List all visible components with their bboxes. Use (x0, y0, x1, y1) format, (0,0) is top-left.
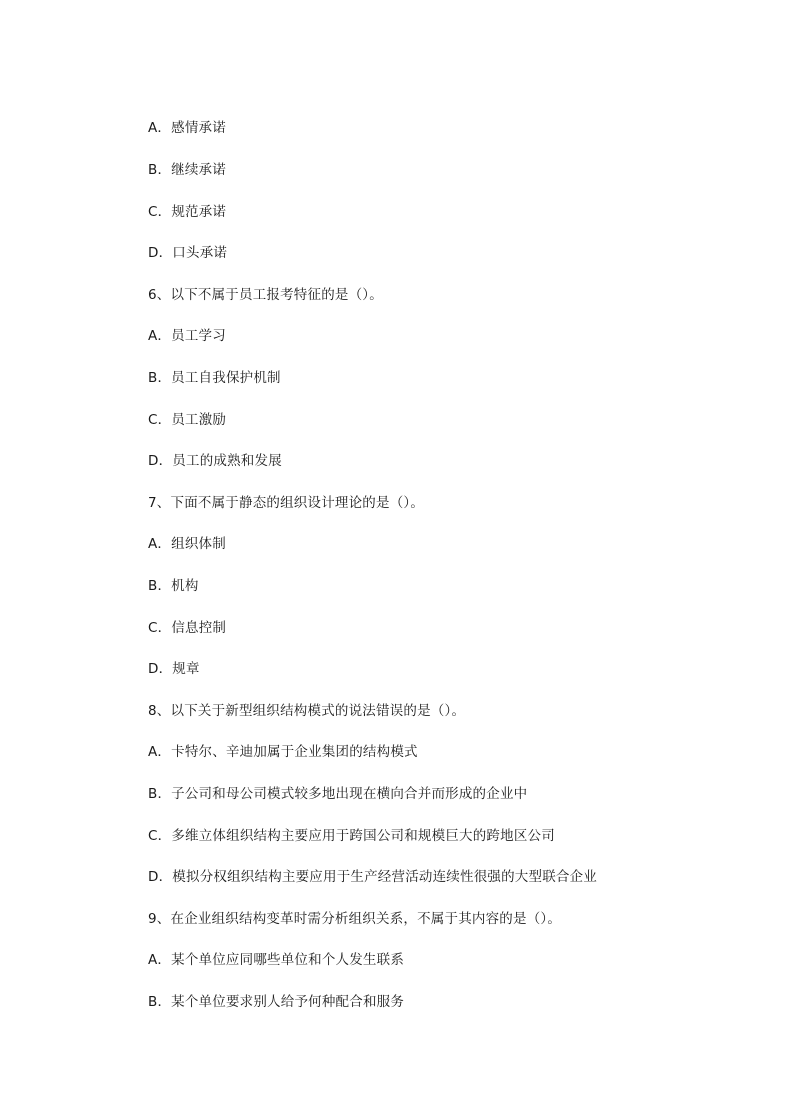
option-line: D．口头承诺 (148, 245, 228, 261)
option-line: D．员工的成熟和发展 (148, 453, 282, 469)
option-line: D．规章 (148, 661, 200, 677)
option-line: C．规范承诺 (148, 204, 227, 220)
option-line: B．子公司和母公司模式较多地出现在横向合并而形成的企业中 (148, 786, 528, 802)
option-line: D．模拟分权组织结构主要应用于生产经营活动连续性很强的大型联合企业 (148, 869, 597, 885)
option-line: B．某个单位要求别人给予何种配合和服务 (148, 994, 405, 1010)
option-line: A．组织体制 (148, 536, 226, 552)
option-line: C．员工激励 (148, 412, 227, 428)
option-line: A．感情承诺 (148, 120, 226, 136)
option-line: C．多维立体组织结构主要应用于跨国公司和规模巨大的跨地区公司 (148, 828, 555, 844)
option-line: A．卡特尔、辛迪加属于企业集团的结构模式 (148, 744, 418, 760)
option-line: B．继续承诺 (148, 162, 226, 178)
question-line: 7、下面不属于静态的组织设计理论的是（）。 (148, 495, 425, 511)
option-line: A．某个单位应同哪些单位和个人发生联系 (148, 952, 405, 968)
option-line: A．员工学习 (148, 328, 226, 344)
question-line: 6、以下不属于员工报考特征的是（）。 (148, 287, 383, 303)
question-line: 9、在企业组织结构变革时需分析组织关系，不属于其内容的是（）。 (148, 911, 562, 927)
option-line: B．员工自我保护机制 (148, 370, 281, 386)
option-line: B．机构 (148, 578, 199, 594)
option-line: C．信息控制 (148, 620, 227, 636)
question-line: 8、以下关于新型组织结构模式的说法错误的是（）。 (148, 703, 466, 719)
